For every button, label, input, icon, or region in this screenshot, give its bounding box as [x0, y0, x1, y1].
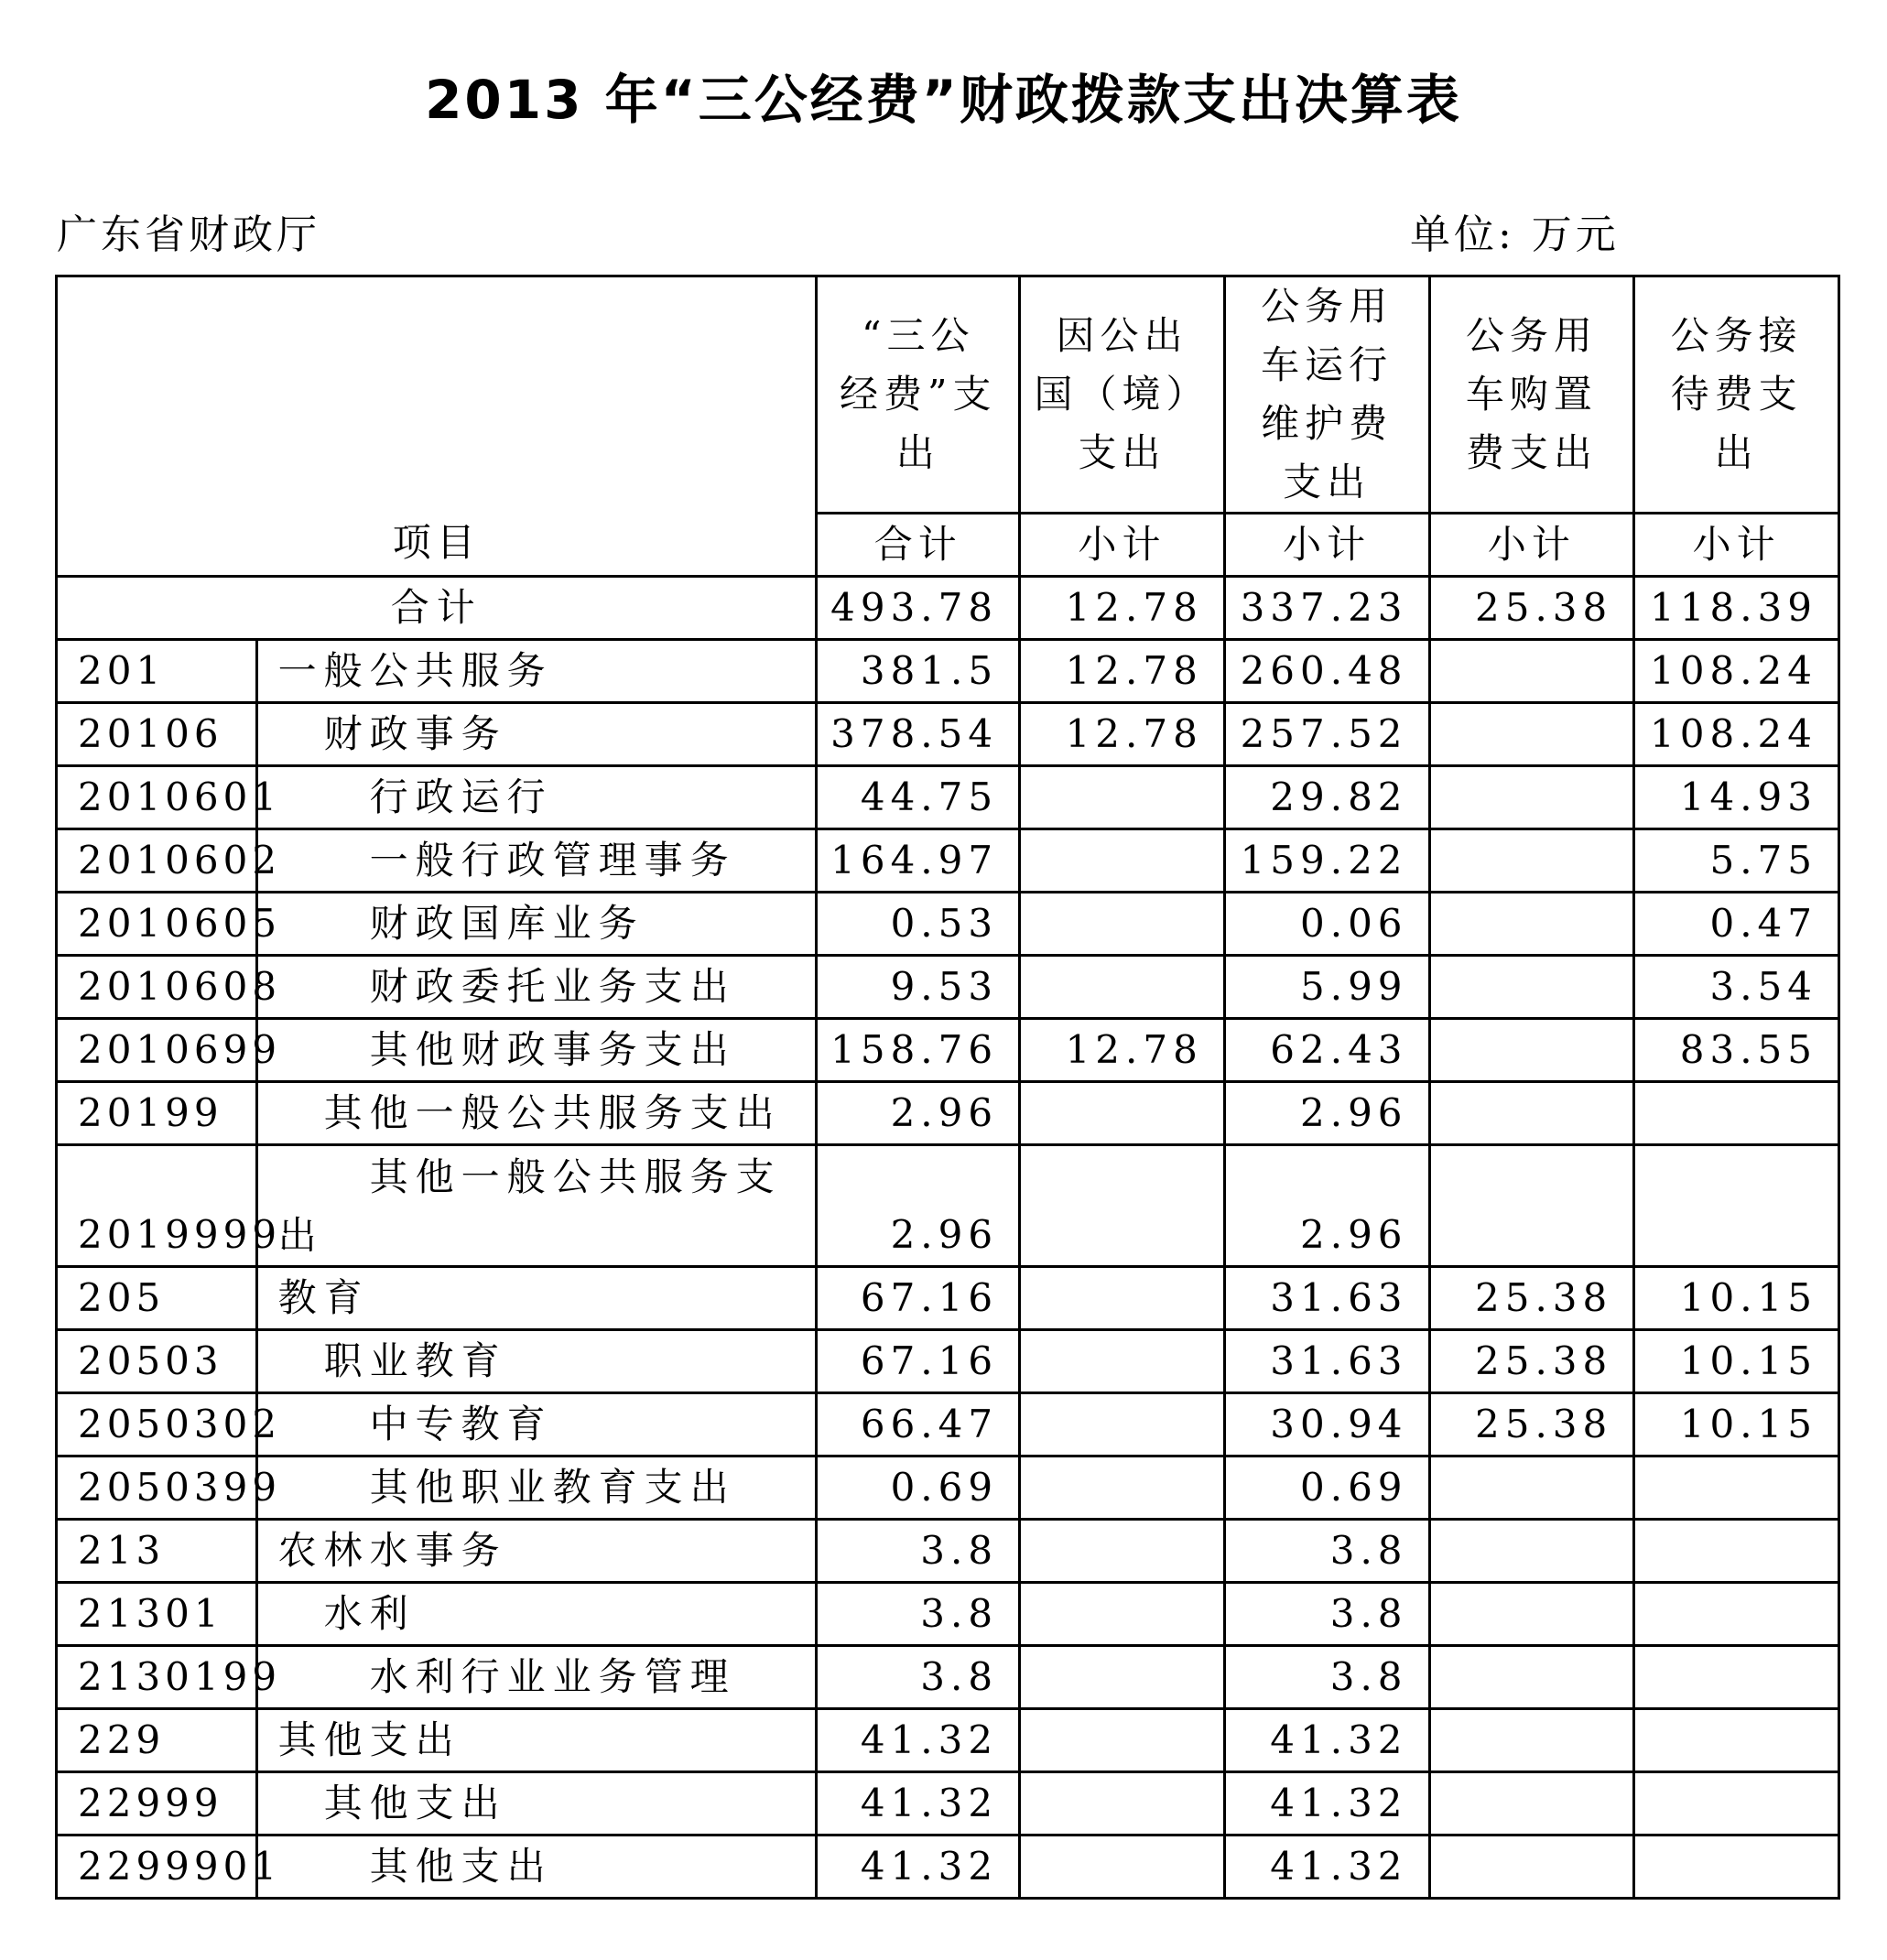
value-cell [1020, 1145, 1225, 1267]
row-name: 财政事务 [256, 703, 817, 766]
item-header: 项目 [57, 276, 817, 577]
row-code: 20199 [57, 1082, 257, 1145]
value-cell [1020, 1772, 1225, 1835]
value-cell [1020, 1267, 1225, 1330]
value-cell: 3.8 [1224, 1583, 1429, 1646]
column-subheader: 小计 [1020, 514, 1225, 577]
row-code: 2130199 [57, 1646, 257, 1709]
value-cell: 0.06 [1224, 893, 1429, 956]
row-code: 21301 [57, 1583, 257, 1646]
value-cell: 44.75 [817, 766, 1020, 829]
row-code: 22999 [57, 1772, 257, 1835]
value-cell: 67.16 [817, 1330, 1020, 1393]
row-name: 水利行业业务管理 [256, 1646, 817, 1709]
table-row [57, 1835, 1839, 1899]
value-cell: 5.99 [1224, 956, 1429, 1019]
value-cell: 108.24 [1634, 703, 1839, 766]
value-cell: 41.32 [1224, 1835, 1429, 1899]
value-cell: 41.32 [817, 1772, 1020, 1835]
table-row [57, 1145, 1839, 1267]
value-cell [1429, 1709, 1634, 1772]
value-cell: 257.52 [1224, 703, 1429, 766]
unit-label: 单位: 万元 [1410, 211, 1620, 258]
value-cell [1429, 956, 1634, 1019]
value-cell [1634, 1520, 1839, 1583]
value-cell [1634, 1835, 1839, 1899]
value-cell: 10.15 [1634, 1330, 1839, 1393]
value-cell [1634, 1082, 1839, 1145]
value-cell [1429, 703, 1634, 766]
table-row [57, 640, 1839, 703]
value-cell: 25.38 [1429, 1393, 1634, 1456]
value-cell: 2.96 [817, 1082, 1020, 1145]
column-header: 因公出 国（境） 支出 [1020, 276, 1225, 514]
table-row [57, 766, 1839, 829]
table-row [57, 703, 1839, 766]
value-cell [1429, 1835, 1634, 1899]
row-code: 2010605 [57, 893, 257, 956]
value-cell: 381.5 [817, 640, 1020, 703]
value-cell: 14.93 [1634, 766, 1839, 829]
value-cell [1429, 1772, 1634, 1835]
row-name: 其他职业教育支出 [256, 1456, 817, 1520]
value-cell [1634, 1772, 1839, 1835]
row-code: 2010601 [57, 766, 257, 829]
row-code: 2050399 [57, 1456, 257, 1520]
value-cell [1020, 893, 1225, 956]
value-cell: 12.78 [1020, 640, 1225, 703]
value-cell: 0.47 [1634, 893, 1839, 956]
value-cell [1634, 1646, 1839, 1709]
value-cell: 3.54 [1634, 956, 1839, 1019]
value-cell: 0.69 [1224, 1456, 1429, 1520]
value-cell: 62.43 [1224, 1019, 1429, 1082]
table-row [57, 1330, 1839, 1393]
total-cell: 12.78 [1020, 577, 1225, 640]
value-cell: 67.16 [817, 1267, 1020, 1330]
table-row [57, 1019, 1839, 1082]
value-cell [1020, 1456, 1225, 1520]
row-name: 水利 [256, 1583, 817, 1646]
table-row [57, 829, 1839, 893]
row-name: 一般公共服务 [256, 640, 817, 703]
table-row [57, 1772, 1839, 1835]
value-cell: 0.53 [817, 893, 1020, 956]
value-cell: 3.8 [1224, 1520, 1429, 1583]
value-cell [1020, 1583, 1225, 1646]
value-cell [1020, 1835, 1225, 1899]
value-cell [1429, 1456, 1634, 1520]
row-code: 20106 [57, 703, 257, 766]
value-cell [1020, 1393, 1225, 1456]
row-name: 财政委托业务支出 [256, 956, 817, 1019]
value-cell: 25.38 [1429, 1267, 1634, 1330]
column-subheader: 合计 [817, 514, 1020, 577]
value-cell: 158.76 [817, 1019, 1020, 1082]
row-code: 201 [57, 640, 257, 703]
value-cell [1429, 829, 1634, 893]
row-code: 205 [57, 1267, 257, 1330]
row-code: 229 [57, 1709, 257, 1772]
table-row [57, 1082, 1839, 1145]
table-row [57, 1583, 1839, 1646]
table-row [57, 1709, 1839, 1772]
row-code: 2019999 [57, 1145, 257, 1267]
value-cell [1634, 1583, 1839, 1646]
value-cell: 41.32 [1224, 1709, 1429, 1772]
value-cell [1020, 956, 1225, 1019]
row-name: 一般行政管理事务 [256, 829, 817, 893]
value-cell: 25.38 [1429, 1330, 1634, 1393]
value-cell [1634, 1709, 1839, 1772]
total-cell: 493.78 [817, 577, 1020, 640]
row-code: 2010602 [57, 829, 257, 893]
total-cell: 25.38 [1429, 577, 1634, 640]
value-cell: 83.55 [1634, 1019, 1839, 1082]
value-cell: 41.32 [817, 1835, 1020, 1899]
value-cell: 41.32 [817, 1709, 1020, 1772]
row-code: 20503 [57, 1330, 257, 1393]
column-header: 公务用 车购置 费支出 [1429, 276, 1634, 514]
value-cell: 3.8 [817, 1583, 1020, 1646]
row-code: 2299901 [57, 1835, 257, 1899]
page-title: 2013 年“三公经费”财政拨款支出决算表 [425, 69, 1462, 131]
value-cell: 12.78 [1020, 703, 1225, 766]
row-name: 农林水事务 [256, 1520, 817, 1583]
value-cell [1020, 1646, 1225, 1709]
value-cell [1429, 1583, 1634, 1646]
value-cell [1429, 1520, 1634, 1583]
value-cell: 3.8 [817, 1520, 1020, 1583]
row-code: 2050302 [57, 1393, 257, 1456]
value-cell: 12.78 [1020, 1019, 1225, 1082]
value-cell: 9.53 [817, 956, 1020, 1019]
value-cell: 2.96 [1224, 1145, 1429, 1267]
table-row [57, 1520, 1839, 1583]
value-cell: 2.96 [1224, 1082, 1429, 1145]
value-cell: 5.75 [1634, 829, 1839, 893]
value-cell [1429, 1145, 1634, 1267]
total-cell: 337.23 [1224, 577, 1429, 640]
row-name: 中专教育 [256, 1393, 817, 1456]
row-name: 其他一般公共服务支 出 [256, 1145, 817, 1267]
value-cell: 2.96 [817, 1145, 1020, 1267]
value-cell: 29.82 [1224, 766, 1429, 829]
row-name: 其他一般公共服务支出 [256, 1082, 817, 1145]
value-cell [1429, 1082, 1634, 1145]
value-cell: 3.8 [1224, 1646, 1429, 1709]
total-label: 合计 [57, 577, 817, 640]
row-name: 其他支出 [256, 1709, 817, 1772]
table-row [57, 1646, 1839, 1709]
row-name: 其他财政事务支出 [256, 1019, 817, 1082]
table-row [57, 1393, 1839, 1456]
value-cell [1020, 1330, 1225, 1393]
value-cell [1020, 829, 1225, 893]
value-cell [1429, 766, 1634, 829]
value-cell: 66.47 [817, 1393, 1020, 1456]
column-header: “三公 经费”支 出 [817, 276, 1020, 514]
value-cell [1020, 766, 1225, 829]
column-subheader: 小计 [1224, 514, 1429, 577]
row-code: 213 [57, 1520, 257, 1583]
table-row [57, 1267, 1839, 1330]
value-cell [1429, 1019, 1634, 1082]
total-row [57, 577, 1839, 640]
column-header: 公务接 待费支 出 [1634, 276, 1839, 514]
value-cell [1429, 640, 1634, 703]
value-cell [1429, 1646, 1634, 1709]
row-code: 2010608 [57, 956, 257, 1019]
value-cell [1634, 1145, 1839, 1267]
table-row [57, 893, 1839, 956]
value-cell [1634, 1456, 1839, 1520]
expenditure-table [55, 275, 1840, 1900]
column-subheader: 小计 [1429, 514, 1634, 577]
total-cell: 118.39 [1634, 577, 1839, 640]
column-header: 公务用 车运行 维护费 支出 [1224, 276, 1429, 514]
organization-name: 广东省财政厅 [57, 211, 320, 258]
value-cell [1020, 1082, 1225, 1145]
value-cell: 0.69 [817, 1456, 1020, 1520]
table-row [57, 956, 1839, 1019]
row-name: 财政国库业务 [256, 893, 817, 956]
value-cell: 378.54 [817, 703, 1020, 766]
value-cell: 260.48 [1224, 640, 1429, 703]
value-cell: 31.63 [1224, 1267, 1429, 1330]
value-cell: 31.63 [1224, 1330, 1429, 1393]
row-code: 2010699 [57, 1019, 257, 1082]
value-cell: 10.15 [1634, 1393, 1839, 1456]
row-name: 其他支出 [256, 1835, 817, 1899]
value-cell: 3.8 [817, 1646, 1020, 1709]
column-subheader: 小计 [1634, 514, 1839, 577]
value-cell [1020, 1520, 1225, 1583]
value-cell: 10.15 [1634, 1267, 1839, 1330]
value-cell: 159.22 [1224, 829, 1429, 893]
row-name: 教育 [256, 1267, 817, 1330]
table-row [57, 1456, 1839, 1520]
value-cell [1429, 893, 1634, 956]
value-cell: 108.24 [1634, 640, 1839, 703]
value-cell: 164.97 [817, 829, 1020, 893]
row-name: 其他支出 [256, 1772, 817, 1835]
row-name: 行政运行 [256, 766, 817, 829]
value-cell: 41.32 [1224, 1772, 1429, 1835]
row-name: 职业教育 [256, 1330, 817, 1393]
value-cell: 30.94 [1224, 1393, 1429, 1456]
value-cell [1020, 1709, 1225, 1772]
